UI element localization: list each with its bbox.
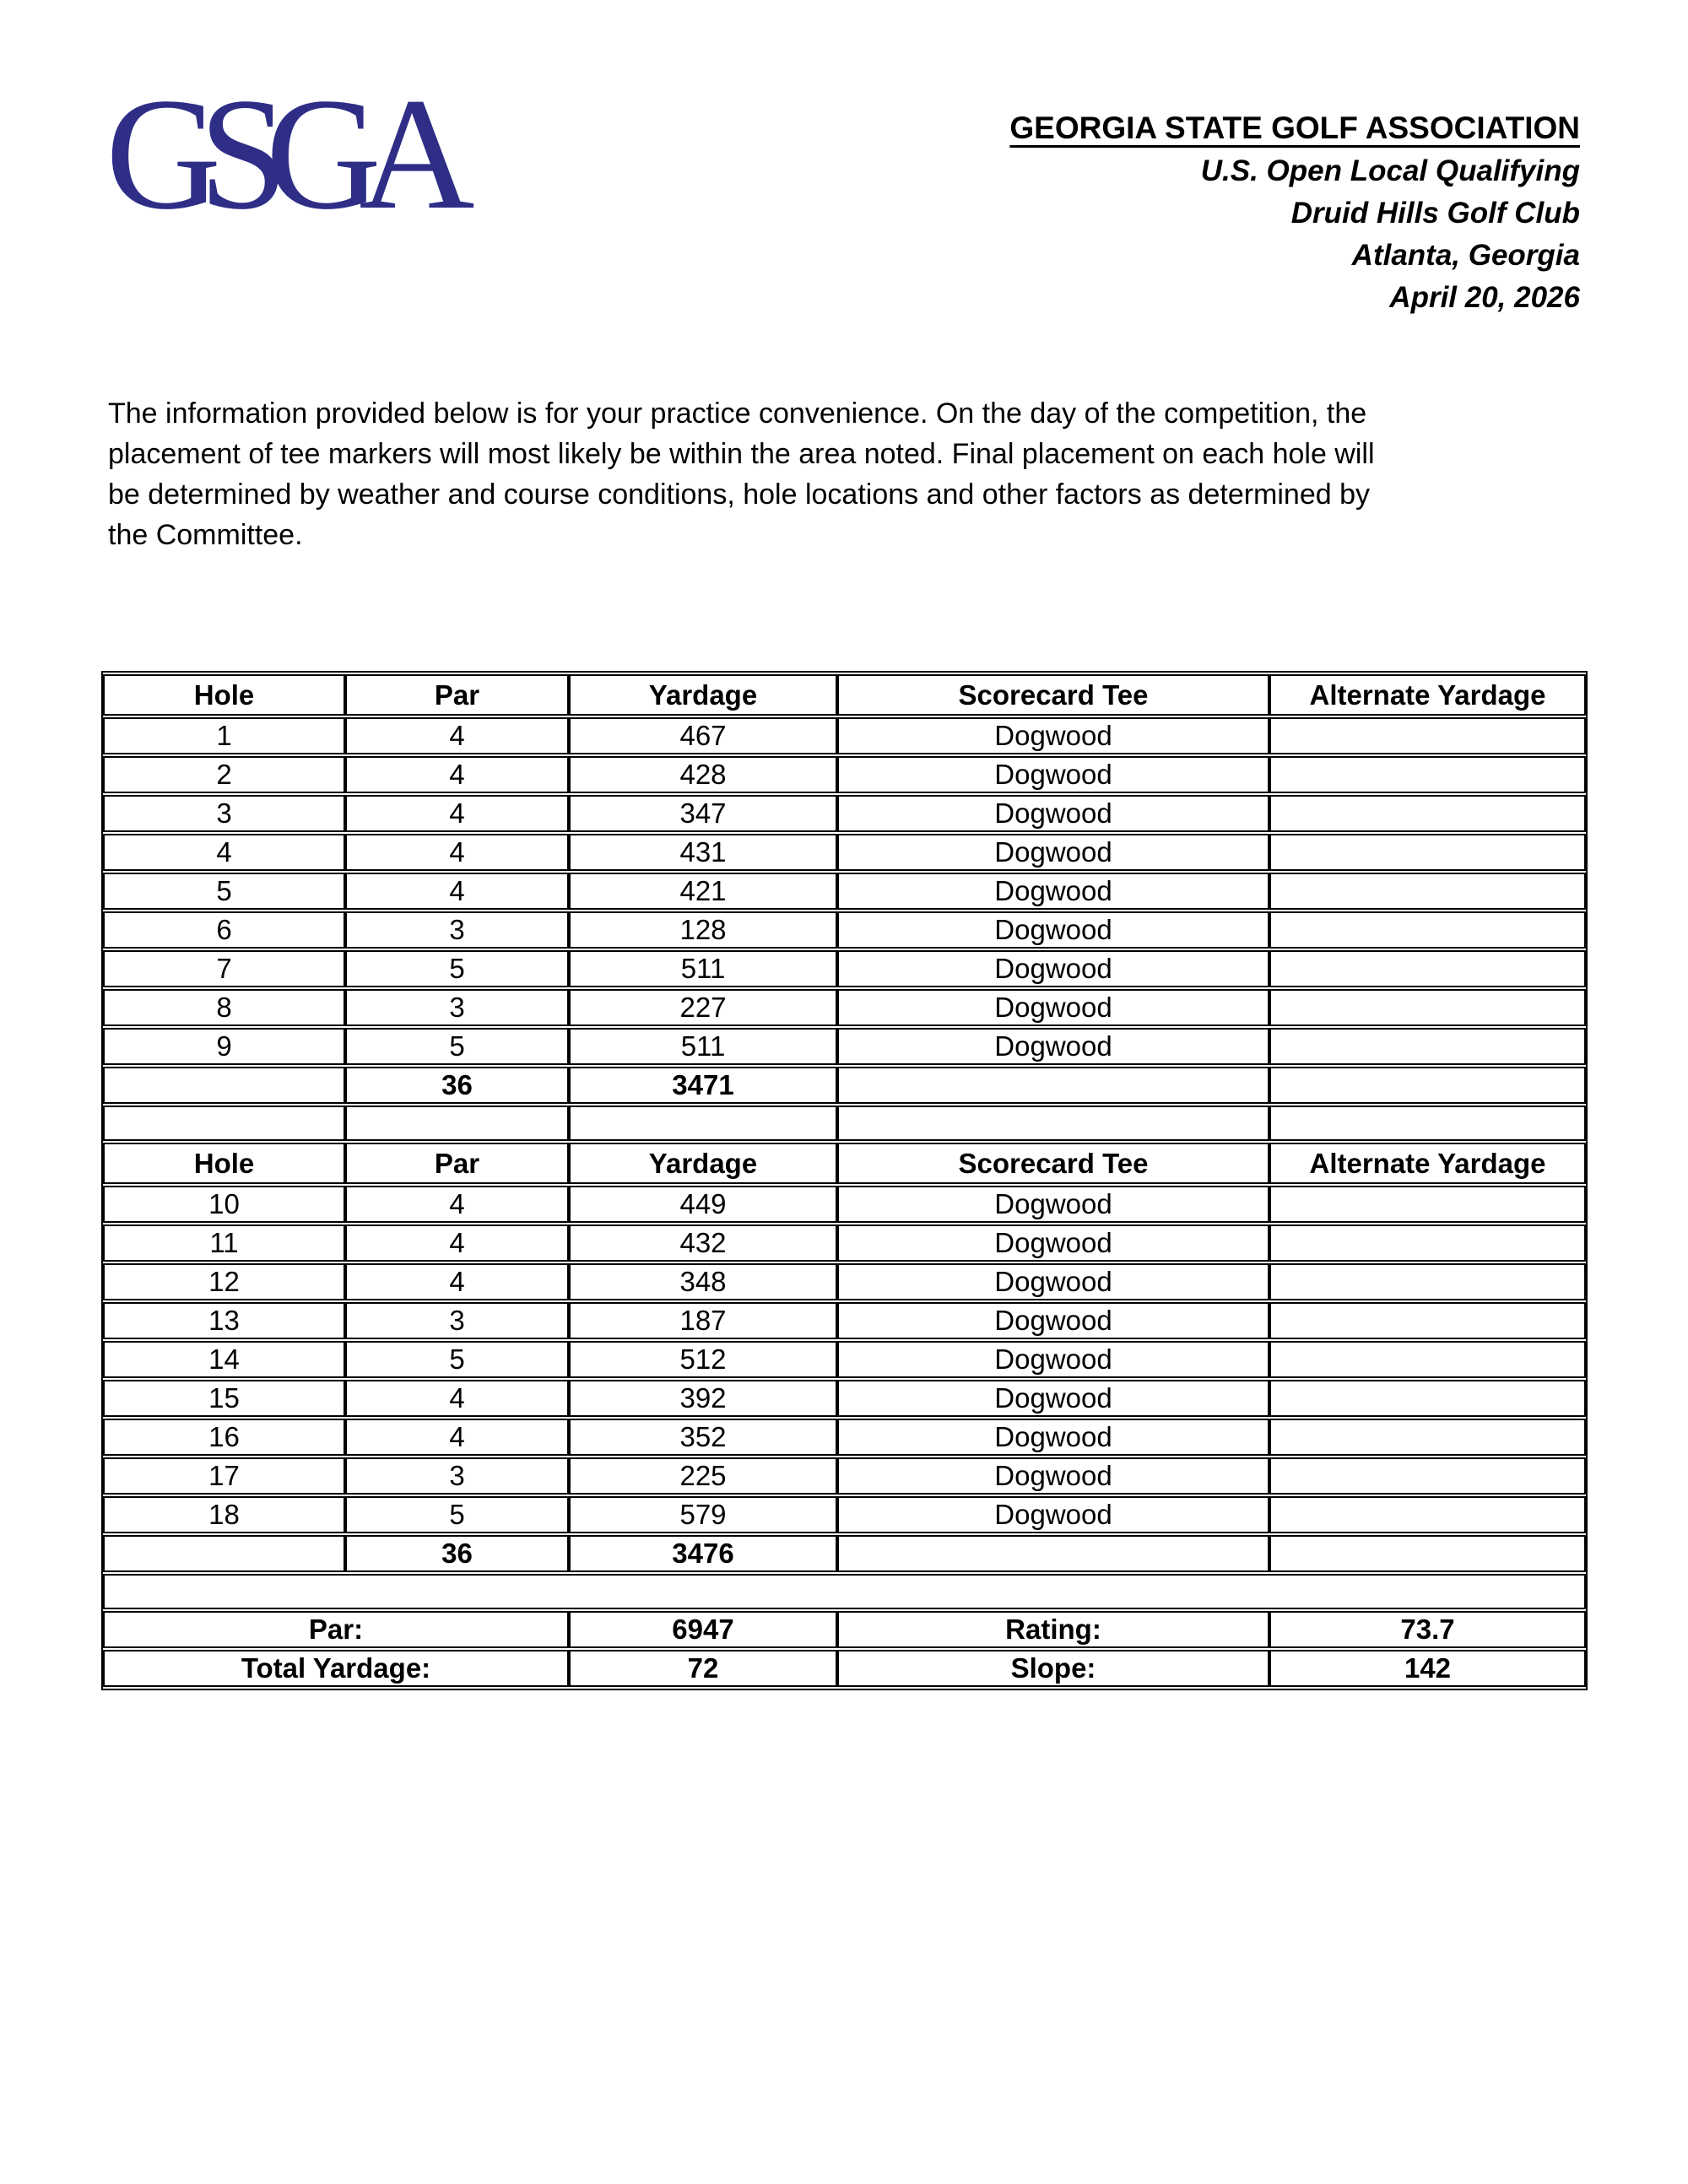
venue-name: Druid Hills Golf Club: [1290, 197, 1580, 230]
summary-row: [103, 1650, 1586, 1687]
par-cell: 5: [345, 1341, 569, 1378]
nine-totals-row: [103, 1535, 1586, 1572]
tee-cell: Dogwood: [837, 1496, 1269, 1533]
intro-line: The information provided below is for your practice convenience. On the day of the competition, the: [108, 397, 1367, 430]
alt-yardage-cell: [1269, 795, 1586, 832]
hole-cell: 17: [103, 1457, 345, 1495]
tee-cell: Dogwood: [837, 1419, 1269, 1456]
par-cell: 5: [345, 950, 569, 987]
spacer-cell: [345, 1106, 569, 1141]
tee-cell: Dogwood: [837, 911, 1269, 949]
alt-yardage-cell: [1269, 1496, 1586, 1533]
par-cell: 4: [345, 1380, 569, 1417]
par-cell: 4: [345, 756, 569, 793]
hole-cell: 18: [103, 1496, 345, 1533]
hole-cell: 7: [103, 950, 345, 987]
tee-cell: Dogwood: [837, 717, 1269, 754]
par-cell: 4: [345, 795, 569, 832]
intro-line: placement of tee markers will most likely be within the area noted. Final placement on each hole will: [108, 438, 1375, 470]
summary-row: [103, 1611, 1586, 1648]
event-name: U.S. Open Local Qualifying: [1200, 154, 1580, 187]
yardage-cell: 352: [569, 1419, 837, 1456]
hole-cell: 3: [103, 795, 345, 832]
par-cell: 3: [345, 989, 569, 1026]
summary-label-cell: Slope:: [837, 1650, 1269, 1687]
yardage-cell: 347: [569, 795, 837, 832]
hole-row: [103, 717, 1586, 754]
hole-row: [103, 1380, 1586, 1417]
hole-row: [103, 1028, 1586, 1065]
alt-yardage-cell: [1269, 1457, 1586, 1495]
scorecard-table: [101, 671, 1588, 1690]
alt-yardage-cell: [1269, 834, 1586, 871]
par-column-header: Par: [345, 674, 569, 716]
column-header-row: [103, 674, 1586, 716]
yardage-cell: 421: [569, 873, 837, 910]
par-total-cell: 36: [345, 1535, 569, 1572]
yardage-cell: 428: [569, 756, 837, 793]
yardage-cell: 348: [569, 1263, 837, 1300]
intro-paragraph: [108, 393, 1375, 555]
par-cell: 4: [345, 1263, 569, 1300]
yardage-cell: 449: [569, 1186, 837, 1223]
par-cell: 5: [345, 1496, 569, 1533]
scorecard-section: [101, 671, 1588, 1690]
par-cell: 4: [345, 834, 569, 871]
hole-cell: 9: [103, 1028, 345, 1065]
full-width-blank-row: [103, 1574, 1586, 1609]
alt-yardage-cell: [1269, 1341, 1586, 1378]
alt-yardage-cell: [1269, 756, 1586, 793]
hole-column-header: Hole: [103, 1143, 345, 1184]
yardage-cell: 225: [569, 1457, 837, 1495]
hole-row: [103, 756, 1586, 793]
tee-cell: Dogwood: [837, 989, 1269, 1026]
hole-cell: 6: [103, 911, 345, 949]
par-cell: 3: [345, 1457, 569, 1495]
alt-yardage-cell: [1269, 1028, 1586, 1065]
yardage-cell: 431: [569, 834, 837, 871]
totals-empty-cell: [1269, 1535, 1586, 1572]
document-header: [1009, 106, 1580, 319]
summary-value-cell: 6947: [569, 1611, 837, 1648]
par-cell: 5: [345, 1028, 569, 1065]
intro-line: the Committee.: [108, 519, 303, 551]
alt-yardage-cell: [1269, 1186, 1586, 1223]
alt-yardage-cell: [1269, 1419, 1586, 1456]
hole-row: [103, 1263, 1586, 1300]
totals-empty-cell: [837, 1535, 1269, 1572]
tee-cell: Dogwood: [837, 1186, 1269, 1223]
totals-empty-cell: [837, 1067, 1269, 1104]
yardage-cell: 128: [569, 911, 837, 949]
hole-row: [103, 1224, 1586, 1262]
hole-cell: 10: [103, 1186, 345, 1223]
par-total-cell: 36: [345, 1067, 569, 1104]
yardage-cell: 579: [569, 1496, 837, 1533]
tee-cell: Dogwood: [837, 873, 1269, 910]
spacer-cell: [1269, 1106, 1586, 1141]
yardage-cell: 432: [569, 1224, 837, 1262]
par-cell: 4: [345, 1186, 569, 1223]
summary-label-cell: Par:: [103, 1611, 569, 1648]
hole-cell: 13: [103, 1302, 345, 1339]
hole-row: [103, 1457, 1586, 1495]
hole-cell: 11: [103, 1224, 345, 1262]
hole-cell: 8: [103, 989, 345, 1026]
tee-cell: Dogwood: [837, 1457, 1269, 1495]
hole-row: [103, 1302, 1586, 1339]
summary-value-cell: 73.7: [1269, 1611, 1586, 1648]
par-column-header: Par: [345, 1143, 569, 1184]
par-cell: 4: [345, 873, 569, 910]
full-width-blank-cell: [103, 1574, 1586, 1609]
hole-cell: 1: [103, 717, 345, 754]
yardage-cell: 227: [569, 989, 837, 1026]
alt-yardage-cell: [1269, 1224, 1586, 1262]
scorecard-tee-column-header: Scorecard Tee: [837, 1143, 1269, 1184]
spacer-cell: [103, 1106, 345, 1141]
hole-cell: 2: [103, 756, 345, 793]
totals-empty-cell: [103, 1067, 345, 1104]
hole-row: [103, 989, 1586, 1026]
hole-column-header: Hole: [103, 674, 345, 716]
totals-empty-cell: [1269, 1067, 1586, 1104]
nine-totals-row: [103, 1067, 1586, 1104]
par-cell: 3: [345, 911, 569, 949]
alt-yardage-cell: [1269, 1263, 1586, 1300]
tee-cell: Dogwood: [837, 1028, 1269, 1065]
hole-cell: 16: [103, 1419, 345, 1456]
venue-location: Atlanta, Georgia: [1351, 239, 1580, 272]
organization-title: GEORGIA STATE GOLF ASSOCIATION: [1009, 111, 1580, 145]
tee-cell: Dogwood: [837, 1380, 1269, 1417]
hole-cell: 5: [103, 873, 345, 910]
yardage-cell: 511: [569, 1028, 837, 1065]
alt-yardage-cell: [1269, 950, 1586, 987]
hole-row: [103, 1496, 1586, 1533]
hole-cell: 12: [103, 1263, 345, 1300]
par-cell: 3: [345, 1302, 569, 1339]
hole-row: [103, 795, 1586, 832]
hole-row: [103, 873, 1586, 910]
par-cell: 4: [345, 1224, 569, 1262]
tee-cell: Dogwood: [837, 1263, 1269, 1300]
yardage-cell: 512: [569, 1341, 837, 1378]
yardage-cell: 511: [569, 950, 837, 987]
hole-cell: 14: [103, 1341, 345, 1378]
scorecard-tee-column-header: Scorecard Tee: [837, 674, 1269, 716]
yardage-column-header: Yardage: [569, 674, 837, 716]
column-header-row: [103, 1143, 1586, 1184]
alt-yardage-cell: [1269, 911, 1586, 949]
tee-cell: Dogwood: [837, 795, 1269, 832]
alt-yardage-cell: [1269, 1380, 1586, 1417]
summary-label-cell: Total Yardage:: [103, 1650, 569, 1687]
yardage-total-cell: 3476: [569, 1535, 837, 1572]
alternate-yardage-column-header: Alternate Yardage: [1269, 674, 1586, 716]
alt-yardage-cell: [1269, 873, 1586, 910]
hole-row: [103, 1341, 1586, 1378]
hole-row: [103, 911, 1586, 949]
alt-yardage-cell: [1269, 717, 1586, 754]
tee-cell: Dogwood: [837, 1302, 1269, 1339]
yardage-total-cell: 3471: [569, 1067, 837, 1104]
tee-cell: Dogwood: [837, 1224, 1269, 1262]
hole-row: [103, 1419, 1586, 1456]
spacer-cell: [837, 1106, 1269, 1141]
alt-yardage-cell: [1269, 989, 1586, 1026]
yardage-cell: 392: [569, 1380, 837, 1417]
totals-empty-cell: [103, 1535, 345, 1572]
tee-cell: Dogwood: [837, 1341, 1269, 1378]
gsga-logo: GSGA: [106, 66, 452, 243]
hole-cell: 4: [103, 834, 345, 871]
par-cell: 4: [345, 1419, 569, 1456]
summary-value-cell: 142: [1269, 1650, 1586, 1687]
tee-cell: Dogwood: [837, 950, 1269, 987]
yardage-cell: 187: [569, 1302, 837, 1339]
spacer-cell: [569, 1106, 837, 1141]
hole-cell: 15: [103, 1380, 345, 1417]
yardage-cell: 467: [569, 717, 837, 754]
summary-value-cell: 72: [569, 1650, 837, 1687]
hole-row: [103, 950, 1586, 987]
hole-row: [103, 834, 1586, 871]
summary-label-cell: Rating:: [837, 1611, 1269, 1648]
intro-line: be determined by weather and course conditions, hole locations and other factors as determined by: [108, 478, 1371, 511]
event-date: April 20, 2026: [1389, 281, 1580, 314]
tee-cell: Dogwood: [837, 834, 1269, 871]
hole-row: [103, 1186, 1586, 1223]
yardage-column-header: Yardage: [569, 1143, 837, 1184]
spacer-row: [103, 1106, 1586, 1141]
alt-yardage-cell: [1269, 1302, 1586, 1339]
alternate-yardage-column-header: Alternate Yardage: [1269, 1143, 1586, 1184]
par-cell: 4: [345, 717, 569, 754]
tee-cell: Dogwood: [837, 756, 1269, 793]
